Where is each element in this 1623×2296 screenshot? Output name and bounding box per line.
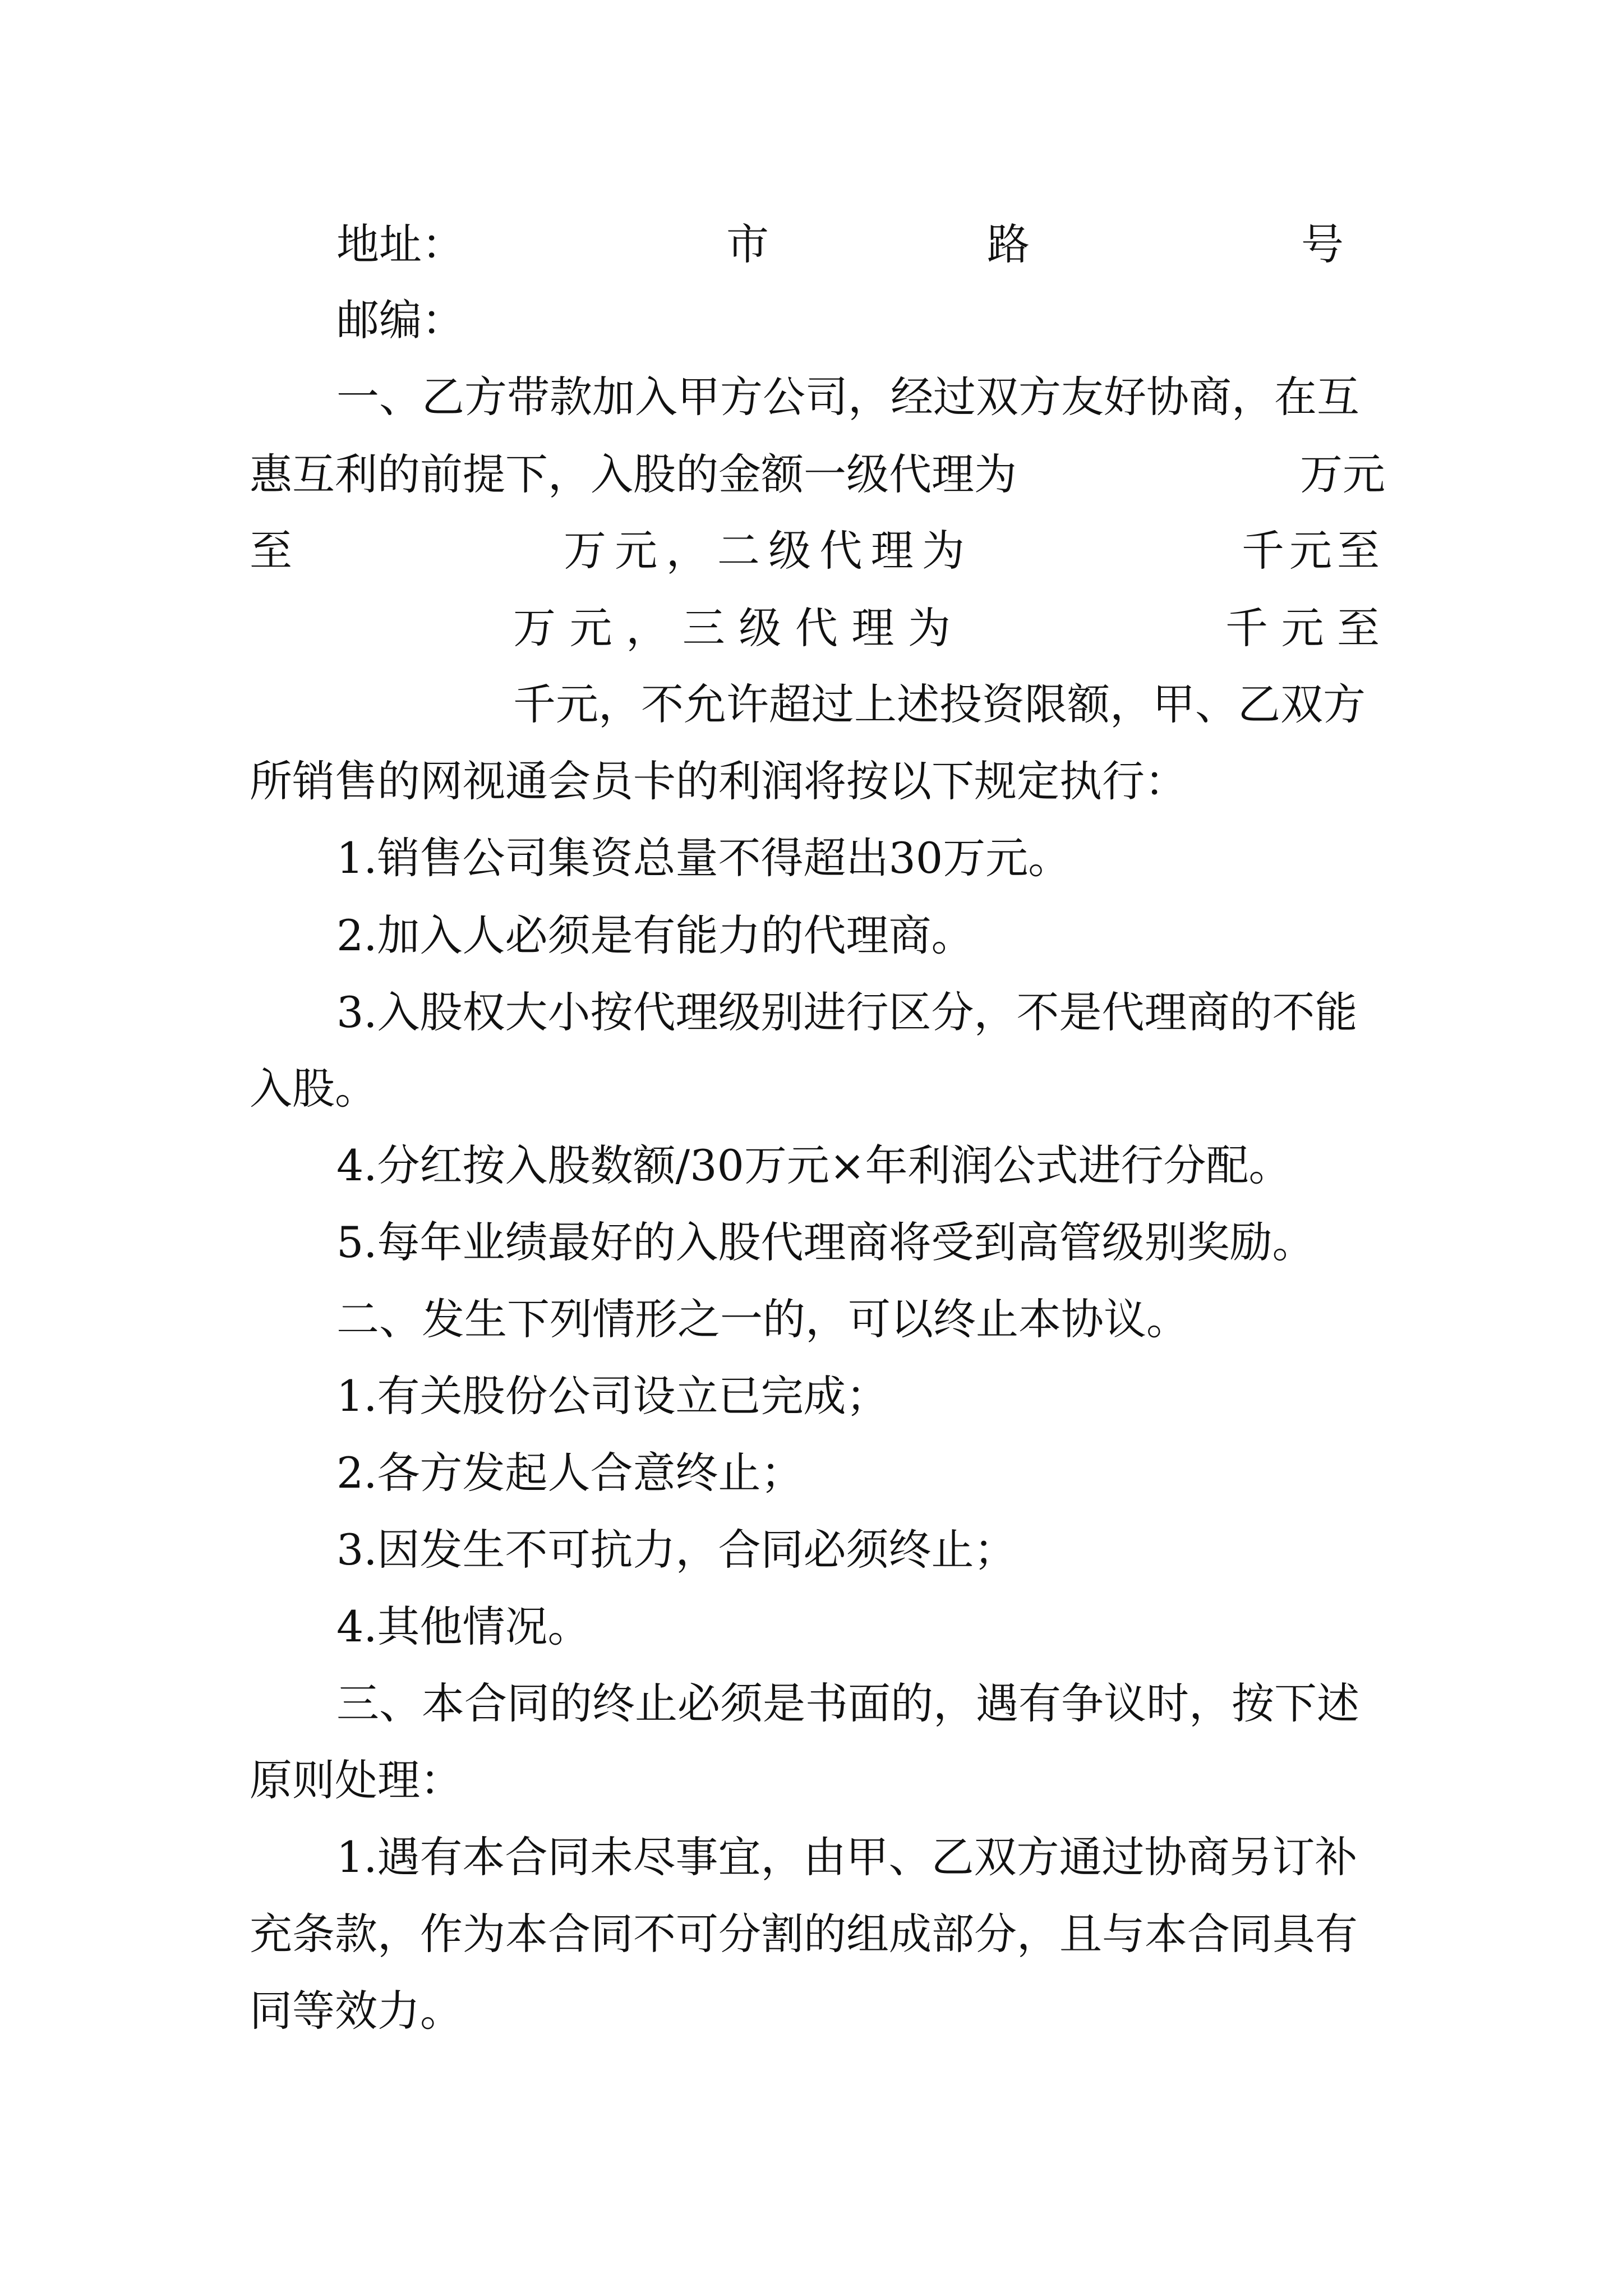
clause1-item-2: 2.加入人必须是有能力的代理商。	[336, 910, 974, 960]
clause1-line4-range: 千 元 至	[1225, 603, 1380, 653]
clause1-line6: 所销售的网视通会员卡的利润将按以下规定执行：	[250, 756, 1187, 806]
clause2-item-4: 4.其他情况。	[336, 1602, 591, 1651]
clause1-line3-to: 至	[250, 526, 292, 576]
clause2-heading: 二、发生下列情形之一的，可以终止本协议。	[336, 1294, 1189, 1344]
clause1-line2-unit: 万元	[1300, 449, 1385, 499]
postcode-label: 邮编：	[336, 295, 464, 345]
clause1-line3-second-level: 万 元 ， 二 级 代 理 为	[564, 526, 965, 576]
clause2-item-3: 3.因发生不可抗力，合同必须终止；	[336, 1525, 1017, 1575]
clause1-item-4: 4.分红按入股数额/30万元×年利润公式进行分配。	[336, 1140, 1292, 1190]
address-label: 地址：	[336, 219, 464, 269]
address-city: 市	[726, 219, 769, 269]
clause2-item-2: 2.各方发起人合意终止；	[336, 1448, 804, 1498]
clause1-item-3-cont: 入股。	[250, 1064, 377, 1114]
clause1-line2: 惠互利的前提下，入股的金额一级代理为	[250, 449, 1017, 499]
clause1-item-1: 1.销售公司集资总量不得超出30万元。	[336, 833, 1071, 883]
clause2-item-1: 1.有关股份公司设立已完成；	[336, 1371, 889, 1421]
clause3-item-1-end: 同等效力。	[250, 1986, 463, 2036]
address-number: 号	[1301, 219, 1344, 269]
clause1-line1: 一、乙方带款加入甲方公司，经过双方友好协商，在互	[336, 372, 1359, 422]
address-road: 路	[987, 219, 1030, 269]
clause1-line3-range: 千 元 至	[1242, 526, 1380, 576]
clause1-item-5: 5.每年业绩最好的入股代理商将受到高管级别奖励。	[336, 1217, 1315, 1267]
clause3-line1: 三、本合同的终止必须是书面的，遇有争议时，按下述	[336, 1678, 1359, 1728]
clause3-item-1: 1.遇有本合同未尽事宜，由甲、乙双方通过协商另订补	[336, 1832, 1358, 1882]
clause3-line2: 原则处理：	[250, 1755, 463, 1805]
clause1-line5: 千元，不允许超过上述投资限额，甲、乙双方	[513, 679, 1366, 729]
clause1-item-3: 3.入股权大小按代理级别进行区分，不是代理商的不能	[336, 987, 1358, 1037]
clause3-item-1-cont: 充条款，作为本合同不可分割的组成部分，且与本合同具有	[250, 1909, 1358, 1959]
clause1-line4-third-level: 万 元 ， 三 级 代 理 为	[513, 603, 951, 653]
